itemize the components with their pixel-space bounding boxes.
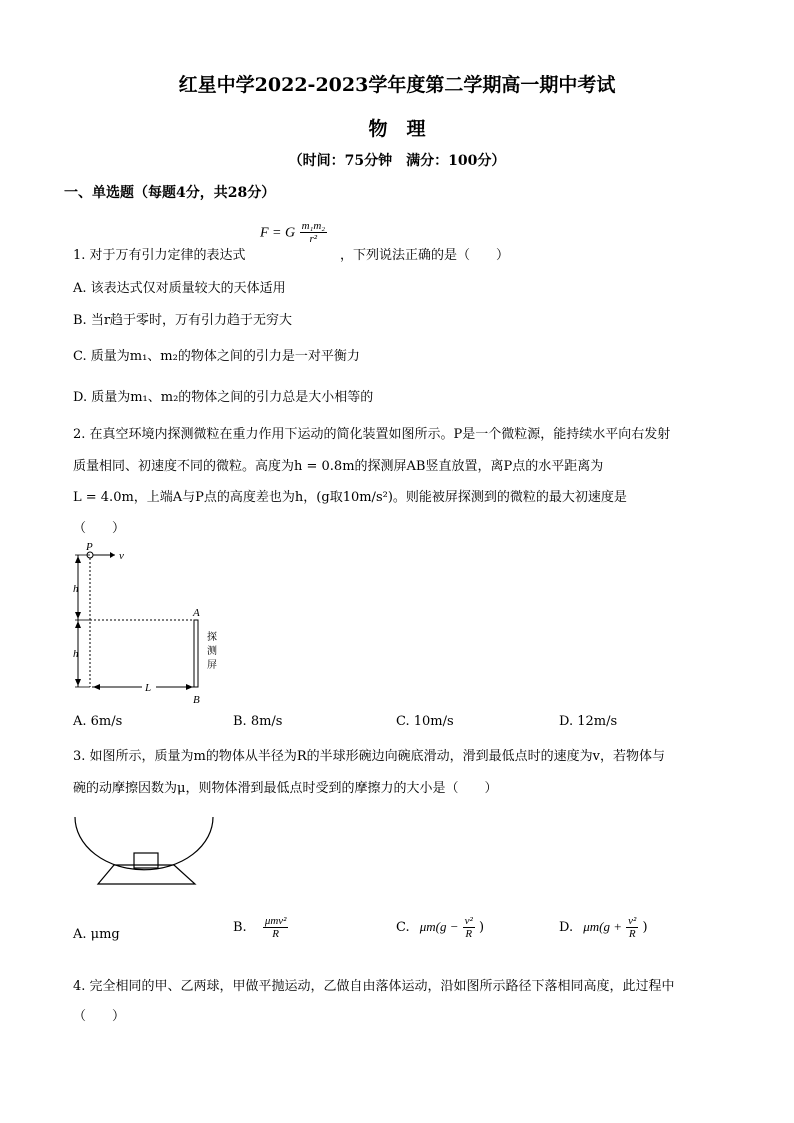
q3-option-c-label: C. (396, 920, 410, 935)
q3-option-d-num: v² (628, 915, 637, 927)
q1-option-c: C. 质量为m₁、m₂的物体之间的引力是一对平衡力 (73, 349, 360, 364)
q2-option-a: A. 6m/s (73, 714, 123, 729)
q3-option-b-num: μmv² (264, 915, 287, 927)
q3-option-d-label: D. (559, 920, 574, 935)
q1-option-a: A. 该表达式仅对质量较大的天体适用 (73, 281, 286, 296)
q3-line-2: 碗的动摩擦因数为μ，则物体滑到最低点时受到的摩擦力的大小是（ ） (73, 781, 498, 796)
q1-stem-a: 1. 对于万有引力定律的表达式 (73, 248, 246, 263)
q1-formula-fraction (300, 220, 328, 245)
q3-option-c-num: v² (464, 915, 473, 927)
q3-option-d-fraction (626, 915, 638, 940)
screen-label-2: 测 (207, 646, 217, 657)
label-a: A (193, 607, 200, 619)
q2-figure (70, 540, 230, 710)
label-l: L (145, 682, 152, 694)
sliding-block (134, 853, 158, 868)
arrow-head-icon (75, 612, 81, 619)
arrow-head-icon (186, 684, 193, 690)
q2-option-b: B. 8m/s (233, 714, 283, 729)
q2-line-1: 2. 在真空环境内探测微粒在重力作用下运动的简化装置如图所示。P是一个微粒源，能持续水平向右发射 (73, 427, 671, 442)
subject-title: 物 理 (368, 118, 426, 140)
q3-option-c-pre: μm(g − (419, 919, 459, 934)
q3-option-b-label: B. (233, 920, 247, 935)
exam-info: （时间：75分钟 满分：100分） (288, 153, 506, 169)
label-v: v (119, 550, 124, 562)
q2-line-2: 质量相同、初速度不同的微粒。高度为h = 0.8m的探测屏AB竖直放置，离P点的水平距离为 (73, 459, 604, 474)
q3-option-b-den: R (272, 928, 280, 940)
detector-screen (194, 620, 198, 687)
q2-option-d: D. 12m/s (559, 714, 618, 729)
screen-label-3: 屏 (207, 660, 217, 671)
arrow-head-icon (75, 679, 81, 686)
arrow-head-icon (75, 556, 81, 563)
q3-option-d-den: R (628, 928, 636, 940)
q1-option-d: D. 质量为m₁、m₂的物体之间的引力总是大小相等的 (73, 390, 374, 405)
q3-option-d-post: ) (642, 920, 648, 935)
screen-label-1: 探 (207, 632, 217, 643)
q1-formula-lhs: F = G (260, 225, 296, 241)
q3-option-c-fraction (463, 915, 475, 940)
q2-line-4: （ ） (73, 521, 126, 536)
q1-formula-den: r² (309, 233, 318, 245)
q3-option-d (559, 915, 648, 940)
q1-formula-num: m₁m₂ (301, 220, 326, 232)
q3-option-c-den: R (465, 928, 473, 940)
arrow-head-icon (93, 684, 100, 690)
q4-line-2: （ ） (73, 1009, 126, 1024)
q2-option-c: C. 10m/s (396, 714, 454, 729)
label-h-upper: h (73, 583, 79, 595)
q3-option-b-fraction (263, 915, 289, 940)
label-h-lower: h (73, 648, 79, 660)
q3-option-a: A. μmg (73, 927, 120, 942)
q3-figure (70, 815, 220, 890)
q3-option-c-post: ) (479, 920, 485, 935)
q3-option-d-pre: μm(g + (583, 919, 622, 934)
q1-formula (260, 220, 327, 245)
label-b: B (193, 694, 200, 706)
q4-line-1: 4. 完全相同的甲、乙两球，甲做平抛运动，乙做自由落体运动，沿如图所示路径下落相同高度，此过程中 (73, 979, 675, 994)
q1-option-b: B. 当r趋于零时，万有引力趋于无穷大 (73, 313, 293, 328)
q3-option-c (396, 915, 484, 940)
q3-option-b (233, 915, 288, 940)
arrow-head-icon (75, 621, 81, 628)
q3-line-1: 3. 如图所示，质量为m的物体从半径为R的半球形碗边向碗底滑动，滑到最低点时的速度为v，若物体与 (73, 749, 665, 764)
exam-title: 红星中学2022-2023学年度第二学期高一期中考试 (178, 74, 616, 96)
q1-stem-b: ，下列说法正确的是（ ） (340, 248, 510, 263)
section-heading: 一、单选题（每题4分，共28分） (64, 185, 276, 201)
q2-line-3: L = 4.0m，上端A与P点的高度差也为h，(g取10m/s²)。则能被屏探测到的微粒的最大初速度是 (73, 490, 627, 505)
arrow-head-icon (110, 552, 115, 558)
label-p: P (86, 541, 93, 553)
